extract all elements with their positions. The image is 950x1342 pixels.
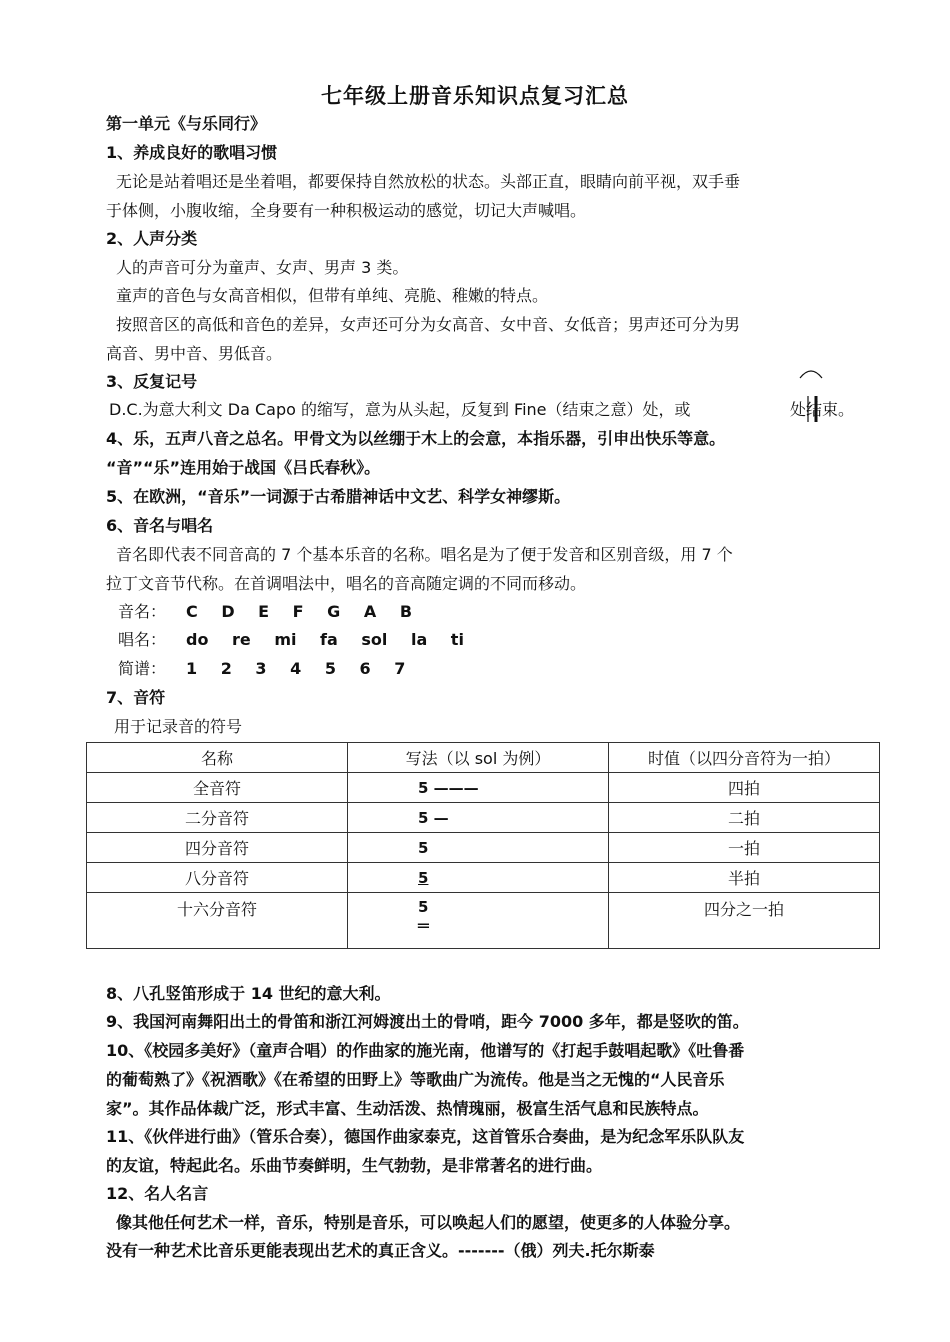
section-11-line-1: 11、《伙伴进行曲》（管乐合奏），德国作曲家泰克，这首管乐合奏曲，是为纪念军乐队队友 <box>106 1127 745 1146</box>
note-value-cell: 半拍 <box>609 863 880 893</box>
page-title: 七年级上册音乐知识点复习汇总 <box>321 84 629 108</box>
section-7-para: 用于记录音的符号 <box>114 717 243 736</box>
table-header-cell: 时值（以四分音符为一拍） <box>609 743 880 773</box>
solfege-row <box>118 630 464 650</box>
section-3-para: D.C.为意大利文 Da Capo 的缩写，意为从头起，反复到 Fine（结束之意）处，或 <box>109 400 691 419</box>
table-header-row <box>87 743 880 773</box>
note-symbol-cell <box>348 773 609 803</box>
fermata-repeat-icon <box>796 366 826 422</box>
note-value-cell: 四分之一拍 <box>609 893 880 949</box>
section-2-para-3-line-2: 高音、男中音、男低音。 <box>106 344 283 363</box>
note-name-cell: 二分音符 <box>87 803 348 833</box>
note-name-cell: 八分音符 <box>87 863 348 893</box>
pitch-names-value: C D E F G A B <box>186 602 413 621</box>
numbered-notation-label: 简谱： <box>118 659 167 678</box>
note-name-cell: 十六分音符 <box>87 893 348 949</box>
note-symbol: 5 <box>418 839 429 857</box>
note-value-cell: 一拍 <box>609 833 880 863</box>
section-6-heading: 6、音名与唱名 <box>106 516 214 535</box>
section-2-para-3-line-1: 按照音区的高低和音色的差异，女声还可分为女高音、女中音、女低音；男声还可分为男 <box>116 315 741 334</box>
section-12-quote-line-1: 像其他任何艺术一样，音乐，特别是音乐，可以唤起人们的愿望，使更多的人体验分享。 <box>116 1213 741 1232</box>
note-value-table <box>86 742 880 949</box>
note-symbol-cell <box>348 863 609 893</box>
note-symbol-cell <box>348 833 609 863</box>
table-row <box>87 833 880 863</box>
section-3-para-tail: 处结束。 <box>790 400 855 419</box>
section-4-line-1: 4、乐，五声八音之总名。甲骨文为以丝绷于木上的会意，本指乐器，引申出快乐等意。 <box>106 429 726 448</box>
table-row <box>87 773 880 803</box>
solfege-value: do re mi fa sol la ti <box>186 630 464 649</box>
section-1-para-line-1: 无论是站着唱还是坐着唱，都要保持自然放松的状态。头部正直，眼睛向前平视，双手垂 <box>116 172 741 191</box>
section-9-line: 9、我国河南舞阳出土的骨笛和浙江河姆渡出土的骨哨，距今 7000 多年，都是竖吹的笛。 <box>106 1012 749 1031</box>
table-row <box>87 863 880 893</box>
note-value-cell: 二拍 <box>609 803 880 833</box>
section-4-line-2: “音”“乐”连用始于战国《吕氏春秋》。 <box>106 458 381 477</box>
section-6-para-line-1: 音名即代表不同音高的 7 个基本乐音的名称。唱名是为了便于发音和区别音级，用 7 个 <box>116 545 733 564</box>
note-value-cell: 四拍 <box>609 773 880 803</box>
section-5-line: 5、在欧洲，“音乐”一词源于古希腊神话中文艺、科学女神缪斯。 <box>106 487 571 506</box>
note-symbol-cell <box>348 803 609 833</box>
note-name-cell: 四分音符 <box>87 833 348 863</box>
note-symbol-underlined: 5 <box>418 869 429 887</box>
section-2-para-1: 人的声音可分为童声、女声、男声 3 类。 <box>116 258 409 277</box>
section-7-heading: 7、音符 <box>106 688 166 707</box>
section-8-line: 8、八孔竖笛形成于 14 世纪的意大利。 <box>106 984 391 1003</box>
note-name-cell: 全音符 <box>87 773 348 803</box>
section-10-line-2: 的葡萄熟了》《祝酒歌》《在希望的田野上》等歌曲广为流传。他是当之无愧的“人民音乐 <box>106 1070 725 1089</box>
note-symbol: 5 ——— <box>418 779 479 797</box>
numbered-notation-row <box>118 659 405 679</box>
section-2-para-2: 童声的音色与女高音相似，但带有单纯、亮脆、稚嫩的特点。 <box>116 286 549 305</box>
sixteenth-double-underline: ═ <box>418 916 429 937</box>
table-row <box>87 893 880 949</box>
table-header-cell: 名称 <box>87 743 348 773</box>
section-12-quote-line-2: 没有一种艺术比音乐更能表现出艺术的真正含义。-------（俄）列夫.托尔斯泰 <box>106 1241 655 1260</box>
table-header-cell: 写法（以 sol 为例） <box>348 743 609 773</box>
section-10-line-3: 家”。其作品体裁广泛，形式丰富、生动活泼、热情瑰丽，极富生活气息和民族特点。 <box>106 1099 709 1118</box>
note-symbol: 5 <box>418 898 429 916</box>
note-symbol: 5 — <box>418 809 449 827</box>
section-1-para-line-2: 于体侧，小腹收缩，全身要有一种积极运动的感觉，切记大声喊唱。 <box>106 201 587 220</box>
section-3-heading: 3、反复记号 <box>106 372 198 391</box>
section-6-para-line-2: 拉丁文音节代称。在首调唱法中，唱名的音高随定调的不同而移动。 <box>106 574 587 593</box>
numbered-notation-value: 1 2 3 4 5 6 7 <box>186 659 406 678</box>
section-1-heading: 1、养成良好的歌唱习惯 <box>106 143 278 162</box>
section-11-line-2: 的友谊，特起此名。乐曲节奏鲜明，生气勃勃，是非常著名的进行曲。 <box>106 1156 603 1175</box>
note-symbol-cell <box>348 893 609 949</box>
section-10-line-1: 10、《校园多美好》（童声合唱）的作曲家的施光南，他谱写的《打起手鼓唱起歌》《吐鲁番 <box>106 1041 745 1060</box>
table-row <box>87 803 880 833</box>
pitch-names-row <box>118 602 412 622</box>
unit-heading: 第一单元《与乐同行》 <box>106 114 267 133</box>
section-2-heading: 2、人声分类 <box>106 229 198 248</box>
pitch-names-label: 音名： <box>118 602 167 621</box>
section-12-heading: 12、名人名言 <box>106 1184 209 1203</box>
solfege-label: 唱名： <box>118 630 167 649</box>
